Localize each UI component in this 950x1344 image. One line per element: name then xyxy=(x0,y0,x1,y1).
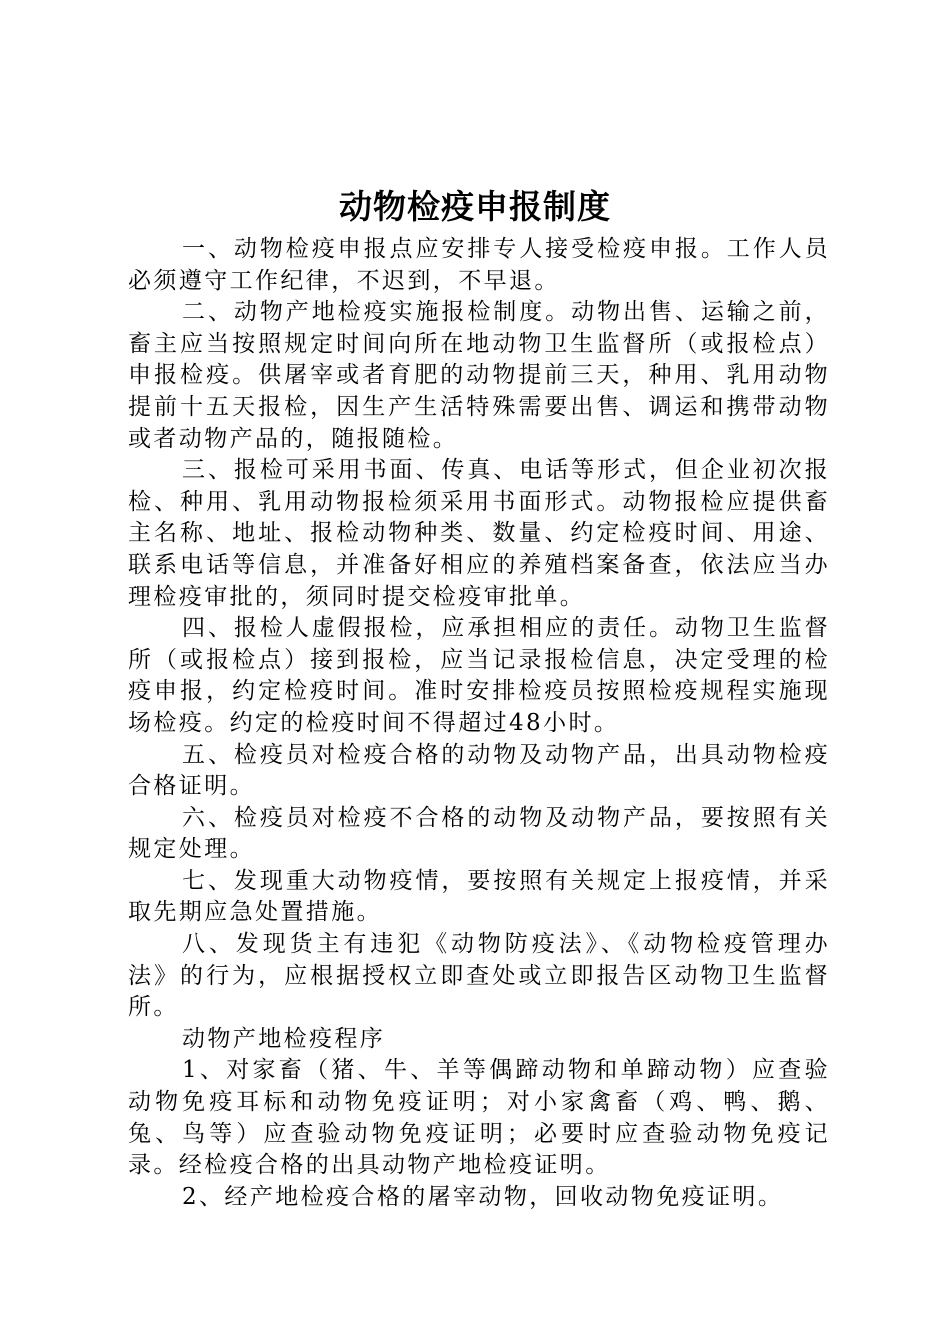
procedure-item-1: 1、对家畜（猪、牛、羊等偶蹄动物和单蹄动物）应查验动物免疫耳标和动物免疫证明；对小家禽畜（鸡、鸭、鹅、兔、鸟等）应查验动物免疫证明；必要时应查验动物免疫记录。经检疫合格的出具动物产地检疫证明。 xyxy=(128,1057,830,1179)
paragraph-1: 一、动物检疫申报点应安排专人接受检疫申报。工作人员必须遵守工作纪律，不迟到，不早退。 xyxy=(128,236,830,294)
document-body xyxy=(128,234,830,1213)
document-title: 动物检疫申报制度 xyxy=(339,187,611,226)
paragraph-7: 七、发现重大动物疫情，要按照有关规定上报疫情，并采取先期应急处置措施。 xyxy=(128,867,830,926)
paragraph-8: 八、发现货主有违犯《动物防疫法》、《动物检疫管理办法》的行为，应根据授权立即查处或立即报告区动物卫生监督所。 xyxy=(128,931,830,1021)
paragraph-5: 五、检疫员对检疫合格的动物及动物产品，出具动物检疫合格证明。 xyxy=(128,741,830,800)
paragraph-6: 六、检疫员对检疫不合格的动物及动物产品，要按照有关规定处理。 xyxy=(128,804,830,863)
paragraph-3: 三、报检可采用书面、传真、电话等形式，但企业初次报检、种用、乳用动物报检须采用书面形式。动物报检应提供畜主名称、地址、报检动物种类、数量、约定检疫时间、用途、联系电话等信息，并准备好相应的养殖档案备查，依法应当办理检疫审批的，须同时提交检疫审批单。 xyxy=(128,457,830,610)
paragraph-2: 二、动物产地检疫实施报检制度。动物出售、运输之前，畜主应当按照规定时间向所在地动物卫生监督所（或报检点）申报检疫。供屠宰或者育肥的动物提前三天，种用、乳用动物提前十五天报检，因生产生活特殊需要出售、调运和携带动物或者动物产品的，随报随检。 xyxy=(128,299,830,452)
paragraph-4: 四、报检人虚假报检，应承担相应的责任。动物卫生监督所（或报检点）接到报检，应当记录报检信息，决定受理的检疫申报，约定检疫时间。准时安排检疫员按照检疫规程实施现场检疫。约定的检疫时间不得超过48小时。 xyxy=(128,615,830,736)
section-heading: 动物产地检疫程序 xyxy=(182,1025,386,1052)
procedure-item-2: 2、经产地检疫合格的屠宰动物，回收动物免疫证明。 xyxy=(182,1183,784,1210)
